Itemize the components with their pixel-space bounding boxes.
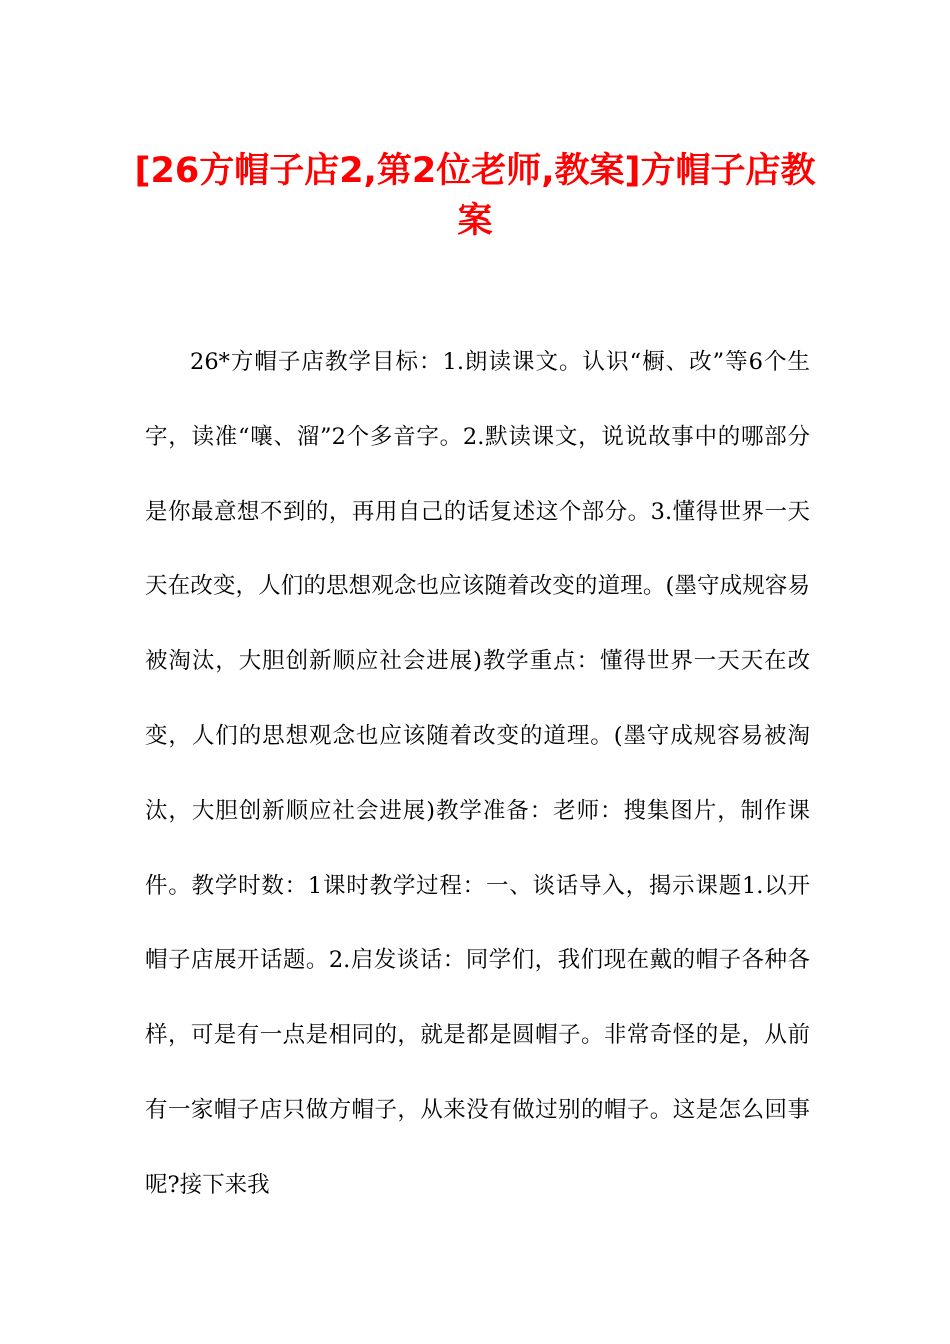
- document-title: [26方帽子店2,第2位老师,教案]方帽子店教案: [134, 151, 816, 241]
- document-body-paragraph: 26*方帽子店教学目标：1.朗读课文。认识“橱、改”等6个生字，读准“嚷、溜”2个多音字。2.默读课文，说说故事中的哪部分是你最意想不到的，再用自己的话复述这个部分。3.懂得世界一天天在改变，人们的思想观念也应该随着改变的道理。(墨守成规容易被淘汰，大胆创新顺应社会进展)教学重点：懂得世界一天天在改变，人们的思想观念也应该随着改变的道理。(墨守成规容易被淘汰，大胆创新顺应社会进展)教学准备：老师：搜集图片，制作课件。教学时数：1课时教学过程：一、谈话导入，揭示课题1.以开帽子店展开话题。2.启发谈话：同学们，我们现在戴的帽子各种各样，可是有一点是相同的，就是都是圆帽子。非常奇怪的是，从前有一家帽子店只做方帽子，从来没有做过别的帽子。这是怎么回事呢?接下来我: [145, 349, 810, 1198]
